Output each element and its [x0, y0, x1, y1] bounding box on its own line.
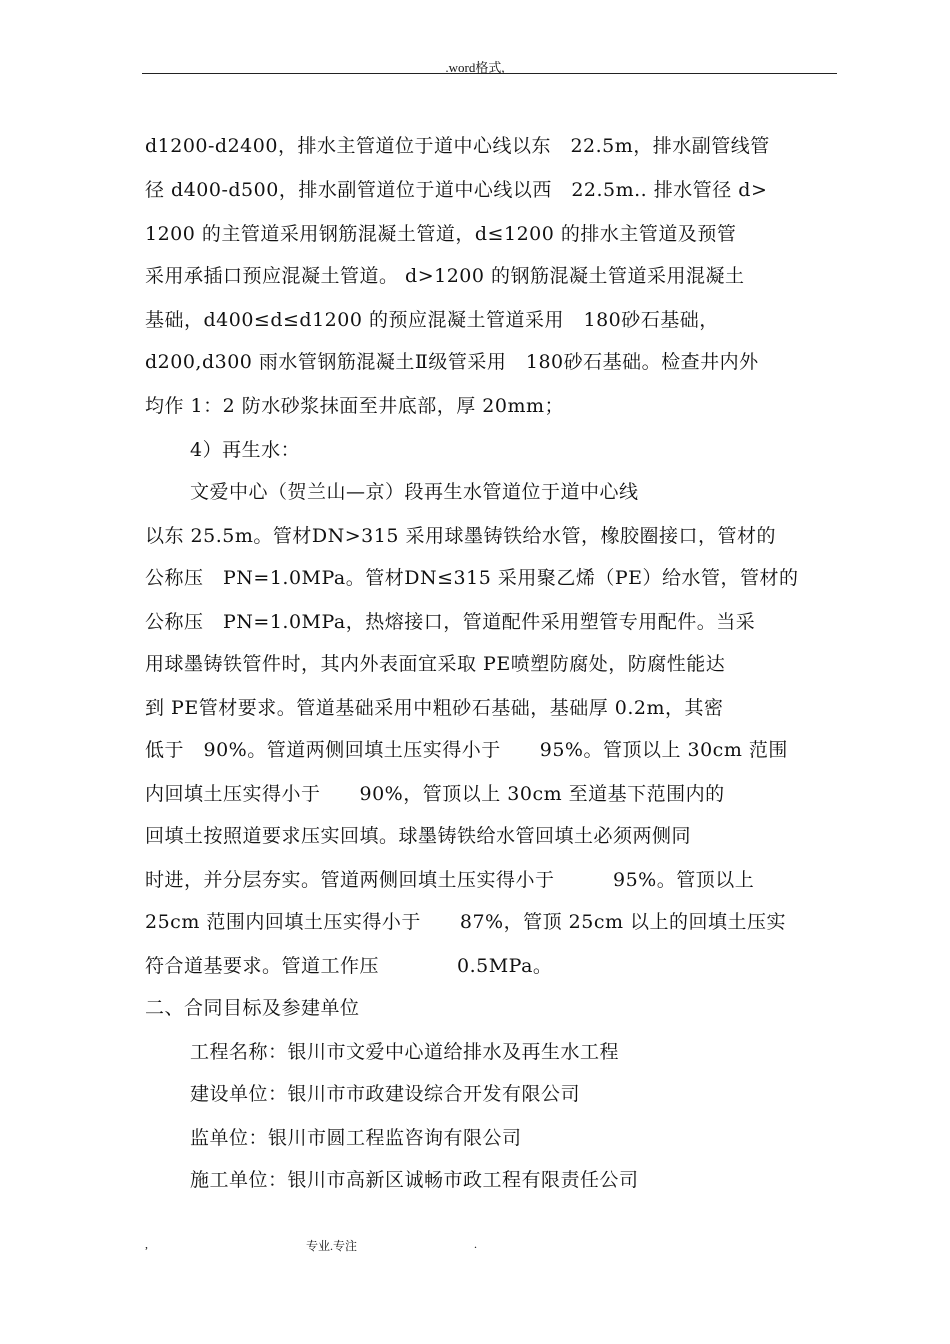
- body-line: 文爱中心（贺兰山—京）段再生水管道位于道中心线: [190, 481, 639, 503]
- body-line: 符合道基要求。管道工作压 0.5MPa。: [145, 955, 553, 977]
- body-line: 用球墨铸铁管件时，其内外表面宜采取 PE喷塑防腐处，防腐性能达: [145, 653, 726, 675]
- project-info-line: 施工单位：银川市高新区诚畅市政工程有限责任公司: [190, 1169, 639, 1191]
- body-line: 时进，并分层夯实。管道两侧回填土压实得小于 95%。管顶以上: [145, 869, 755, 891]
- footer-text: 专业.专注: [306, 1239, 358, 1253]
- body-line: 以东 25.5m。管材DN>315 采用球墨铸铁给水管，橡胶圈接口，管材的: [145, 525, 776, 547]
- body-line: 回填土按照道要求压实回填。球墨铸铁给水管回填土必须两侧同: [145, 825, 692, 847]
- body-line: 1200 的主管道采用钢筋混凝土管道，d≤1200 的排水主管道及预管: [145, 223, 737, 245]
- section-heading: 二、合同目标及参建单位: [145, 997, 360, 1019]
- body-line: 均作 1：2 防水砂浆抹面至井底部，厚 20mm；: [145, 395, 565, 417]
- footer-left-mark: ,: [145, 1237, 148, 1251]
- footer-right-mark: .: [474, 1237, 477, 1251]
- header-divider: [142, 73, 837, 74]
- project-info-line: 建设单位：银川市市政建设综合开发有限公司: [190, 1083, 581, 1105]
- section-heading: 4）再生水：: [190, 439, 301, 461]
- project-info-line: 监单位：银川市圆工程监咨询有限公司: [190, 1127, 522, 1149]
- body-line: 径 d400-d500，排水副管道位于道中心线以西 22.5m.. 排水管径 d>: [145, 179, 768, 201]
- body-line: 低于 90%。管道两侧回填土压实得小于 95%。管顶以上 30cm 范围: [145, 739, 788, 761]
- body-line: 到 PE管材要求。管道基础采用中粗砂石基础，基础厚 0.2m，其密: [145, 697, 724, 719]
- body-line: 公称压 PN=1.0MPa。管材DN≤315 采用聚乙烯（PE）给水管，管材的: [145, 567, 799, 589]
- header-text: .word格式,: [445, 60, 505, 75]
- project-info-line: 工程名称：银川市文爱中心道给排水及再生水工程: [190, 1041, 620, 1063]
- body-line: 基础，d400≤d≤d1200 的预应混凝土管道采用 180砂石基础，: [145, 309, 719, 331]
- body-line: 内回填土压实得小于 90%，管顶以上 30cm 至道基下范围内的: [145, 783, 725, 805]
- body-line: d1200-d2400，排水主管道位于道中心线以东 22.5m，排水副管线管: [145, 135, 770, 157]
- body-line: d200,d300 雨水管钢筋混凝土Ⅱ级管采用 180砂石基础。检查井内外: [145, 351, 759, 373]
- body-line: 采用承插口预应混凝土管道。 d>1200 的钢筋混凝土管道采用混凝土: [145, 265, 745, 287]
- body-line: 公称压 PN=1.0MPa，热熔接口，管道配件采用塑管专用配件。当采: [145, 611, 756, 633]
- body-line: 25cm 范围内回填土压实得小于 87%，管顶 25cm 以上的回填土压实: [145, 911, 787, 933]
